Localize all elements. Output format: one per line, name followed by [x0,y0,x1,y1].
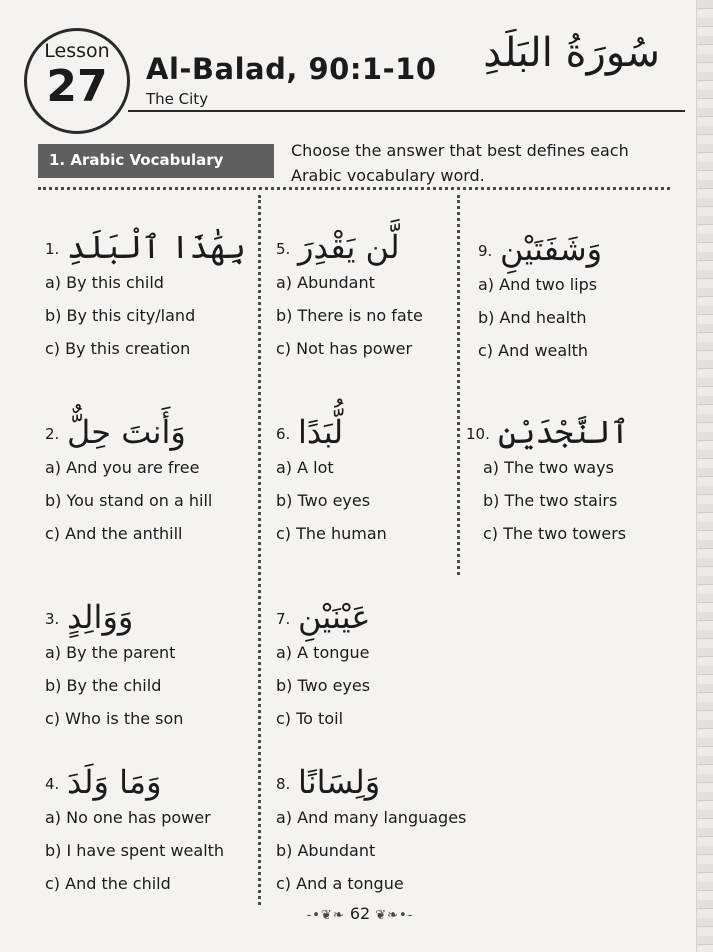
option-b[interactable]: b) By the child [45,676,162,695]
option-c[interactable]: c) The human [276,524,387,543]
vocab-item-9 [478,212,678,367]
arabic-word: وَأَنتَ حِلٌّ [67,413,186,451]
lesson-number: 27 [46,61,108,112]
option-b[interactable]: b) Two eyes [276,676,371,695]
option-b[interactable]: b) The two stairs [483,491,618,510]
option-c[interactable]: c) And the child [45,874,171,893]
vocab-item-8 [276,745,476,900]
ornament-right-icon: ❦❧•- [375,908,414,923]
item-number: 5. [276,240,291,258]
arabic-word: وَلِسَانًا [298,763,381,801]
arabic-word: لُّبَدًا [298,413,344,451]
option-b[interactable]: b) Abundant [276,841,376,860]
vocab-item-6 [276,395,476,550]
option-c[interactable]: c) And wealth [478,341,589,360]
option-b[interactable]: b) And health [478,308,587,327]
option-b[interactable]: b) You stand on a hill [45,491,213,510]
page-title: Al-Balad, 90:1-10 [146,52,437,86]
option-a[interactable]: a) And two lips [478,275,598,294]
item-number: 2. [45,425,60,443]
arabic-word: ٱلنَّجْدَيْنِ [498,413,630,451]
option-c[interactable]: c) The two towers [483,524,627,543]
binding-edge [696,0,713,952]
vocab-item-10 [466,395,666,550]
dotted-divider [38,187,670,190]
option-a[interactable]: a) The two ways [483,458,614,477]
option-a[interactable]: a) A tongue [276,643,370,662]
option-a[interactable]: a) By this child [45,273,164,292]
option-a[interactable]: a) And many languages [276,808,467,827]
option-a[interactable]: a) Abundant [276,273,375,292]
arabic-word: لَّن يَقْدِرَ [298,228,400,266]
column-divider-1 [258,195,261,905]
vocab-item-7 [276,580,476,735]
page-footer [280,904,440,923]
vocab-item-5 [276,210,476,365]
lesson-label: Lesson [44,40,110,62]
item-number: 7. [276,610,291,628]
arabic-word: وَوَالِدٍ [67,598,134,636]
arabic-word: عَيْنَيْنِ [298,598,371,636]
option-c[interactable]: c) And a tongue [276,874,404,893]
option-b[interactable]: b) Two eyes [276,491,371,510]
header-divider [128,110,685,112]
vocab-item-3 [45,580,245,735]
option-a[interactable]: a) And you are free [45,458,200,477]
item-number: 1. [45,240,60,258]
arabic-word: وَمَا وَلَدَ [67,763,162,801]
vocab-item-4 [45,745,245,900]
item-number: 4. [45,775,60,793]
vocab-item-1 [45,210,245,365]
page-subtitle: The City [146,90,209,108]
arabic-surah-title: سُورَةُ البَلَدِ [483,30,660,76]
item-number: 9. [478,242,493,260]
option-a[interactable]: a) By the parent [45,643,176,662]
arabic-word: بِهَٰذَا ٱلْبَلَدِ [67,228,246,266]
option-c[interactable]: c) Who is the son [45,709,184,728]
item-number: 8. [276,775,291,793]
arabic-word: وَشَفَتَيْنِ [500,230,603,268]
option-c[interactable]: c) To toil [276,709,344,728]
vocab-item-2 [45,395,245,550]
option-c[interactable]: c) Not has power [276,339,413,358]
item-number: 3. [45,610,60,628]
item-number: 10. [466,425,490,443]
option-c[interactable]: c) By this creation [45,339,191,358]
ornament-left-icon: -•❦❧ [306,908,345,923]
option-c[interactable]: c) And the anthill [45,524,183,543]
option-a[interactable]: a) A lot [276,458,334,477]
lesson-badge [24,28,130,134]
item-number: 6. [276,425,291,443]
section-heading: 1. Arabic Vocabulary [38,144,274,178]
instructions: Choose the answer that best defines each Arabic vocabulary word. [291,141,629,185]
option-b[interactable]: b) By this city/land [45,306,196,325]
option-b[interactable]: b) I have spent wealth [45,841,225,860]
option-b[interactable]: b) There is no fate [276,306,423,325]
page-number: 62 [349,904,371,923]
option-a[interactable]: a) No one has power [45,808,211,827]
